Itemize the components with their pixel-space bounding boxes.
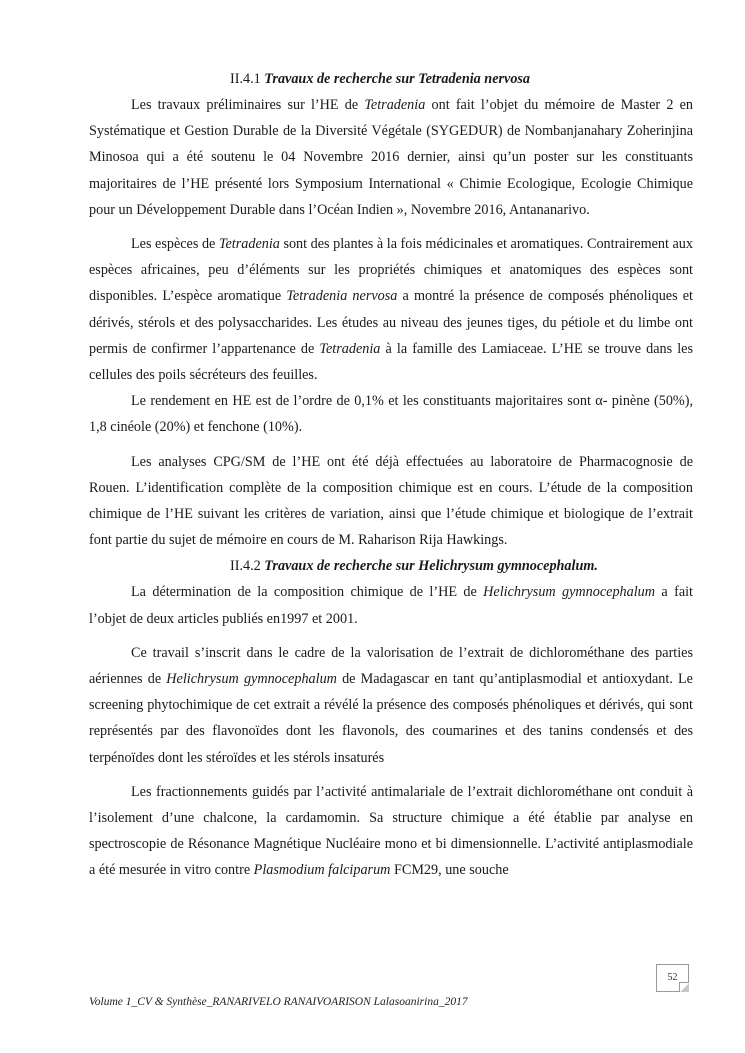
paragraph	[89, 92, 693, 223]
italic-text-run: Plasmodium falciparum	[253, 862, 391, 879]
text-run: Les espèces de	[131, 236, 219, 253]
section-number: II.4.1	[230, 71, 261, 87]
paragraph: Les analyses CPG/SM de l’HE ont été déjà effectuées au laboratoire de Pharmacognosie de Rouen. L’identification complète de la composition chimique est en cours. L’étude de la composition chimique de l’HE suivant les critères de variation, ainsi que l’étude chimique et biologique de l’extrait font partie du sujet de mémoire en cours de M. Raharison Rija Hawkings.	[89, 453, 693, 549]
text-run: Ce travail s’inscrit dans le cadre de la valorisation de l’extrait de dichlorométhane des parties aériennes de	[89, 644, 693, 688]
text-run: Les fractionnements guidés par l’activité antimalariale de l’extrait dichlorométhane ont conduit à l’isolement d’une chalcone, la cardamomin. Sa structure chimique a été établie par analyse en spectroscopie de Résonance Magnétique Nucléaire mono et bi dimensionnelle. L’activité antiplasmodiale a été mesurée in vitro contre	[89, 783, 693, 879]
section-title: Travaux de recherche sur Helichrysum gymnocephalum.	[264, 558, 598, 575]
text-run: sont des plantes à la fois médicinales et aromatiques. Contrairement aux espèces africaines, peu d’éléments sur les propriétés chimiques et anatomiques des espèces sont disponibles. L’espèce aromatique	[89, 236, 693, 305]
paragraph	[89, 579, 693, 631]
italic-text-run: Tetradenia	[364, 97, 426, 113]
section-heading-ii-4-2	[89, 553, 693, 579]
paragraph	[89, 640, 693, 771]
page-footer: Volume 1_CV & Synthèse_RANARIVELO RANAIVOARISON Lalasoanirina_2017	[89, 996, 468, 1008]
text-run: FCM29, une souche	[390, 862, 509, 879]
italic-text-run: Tetradenia	[218, 236, 280, 253]
page-number: 52	[667, 972, 678, 983]
section-number: II.4.2	[230, 558, 261, 575]
page-content	[89, 66, 693, 884]
section-title: Travaux de recherche sur Tetradenia nervosa	[264, 71, 531, 87]
italic-text-run: Tetradenia	[319, 340, 381, 357]
paragraph	[89, 231, 693, 388]
text-run: de Madagascar en tant qu’antiplasmodial et antioxydant. Le screening phytochimique de cet extrait a révélé la présence des composés phénoliques et dérivés, qui sont représentés par des flavonoïdes dont les flavonols, des coumarines et des tanins condensés et des terpénoïdes dont les stéroïdes et les stérols insaturés	[89, 671, 693, 766]
italic-text-run: Tetradenia nervosa	[286, 288, 398, 305]
folded-corner-icon	[679, 982, 689, 992]
section-heading-ii-4-1	[89, 66, 693, 92]
text-run: a montré la présence de composés phénoliques et dérivés, stérols et des polysaccharides. Les études au niveau des jeunes tiges, du pétiole et du limbe ont permis de confirmer l’appartenance de	[89, 288, 693, 357]
text-run: ont fait l’objet du mémoire de Master 2 en Systématique et Gestion Durable de la Diversité Végétale (SYGEDUR) de Nombanjanahary Zoherinjina Minosoa qui a été soutenu le 04 Novembre 2016 dernier, ainsi qu’un poster sur les constituants majoritaires de l’HE présenté lors Symposium International « Chimie Ecologique, Ecologie Chimique pour un Développement Durable dans l’Océan Indien », Novembre 2016, Antananarivo.	[89, 97, 693, 218]
italic-text-run: Helichrysum gymnocephalum	[166, 671, 337, 688]
text-run: a fait l’objet de deux articles publiés en1997 et 2001.	[89, 584, 694, 627]
paragraph: Le rendement en HE est de l’ordre de 0,1% et les constituants majoritaires sont α- pinène (50%), 1,8 cinéole (20%) et fenchone (10%).	[89, 393, 693, 436]
text-run: La détermination de la composition chimique de l’HE de	[131, 584, 484, 601]
italic-text-run: Helichrysum gymnocephalum	[483, 584, 656, 601]
text-run: Les travaux préliminaires sur l’HE de	[131, 97, 365, 113]
page-number-box	[656, 964, 689, 992]
text-run: à la famille des Lamiaceae. L’HE se trouve dans les cellules des poils sécréteurs des feuilles.	[89, 340, 693, 384]
paragraph	[89, 779, 693, 884]
